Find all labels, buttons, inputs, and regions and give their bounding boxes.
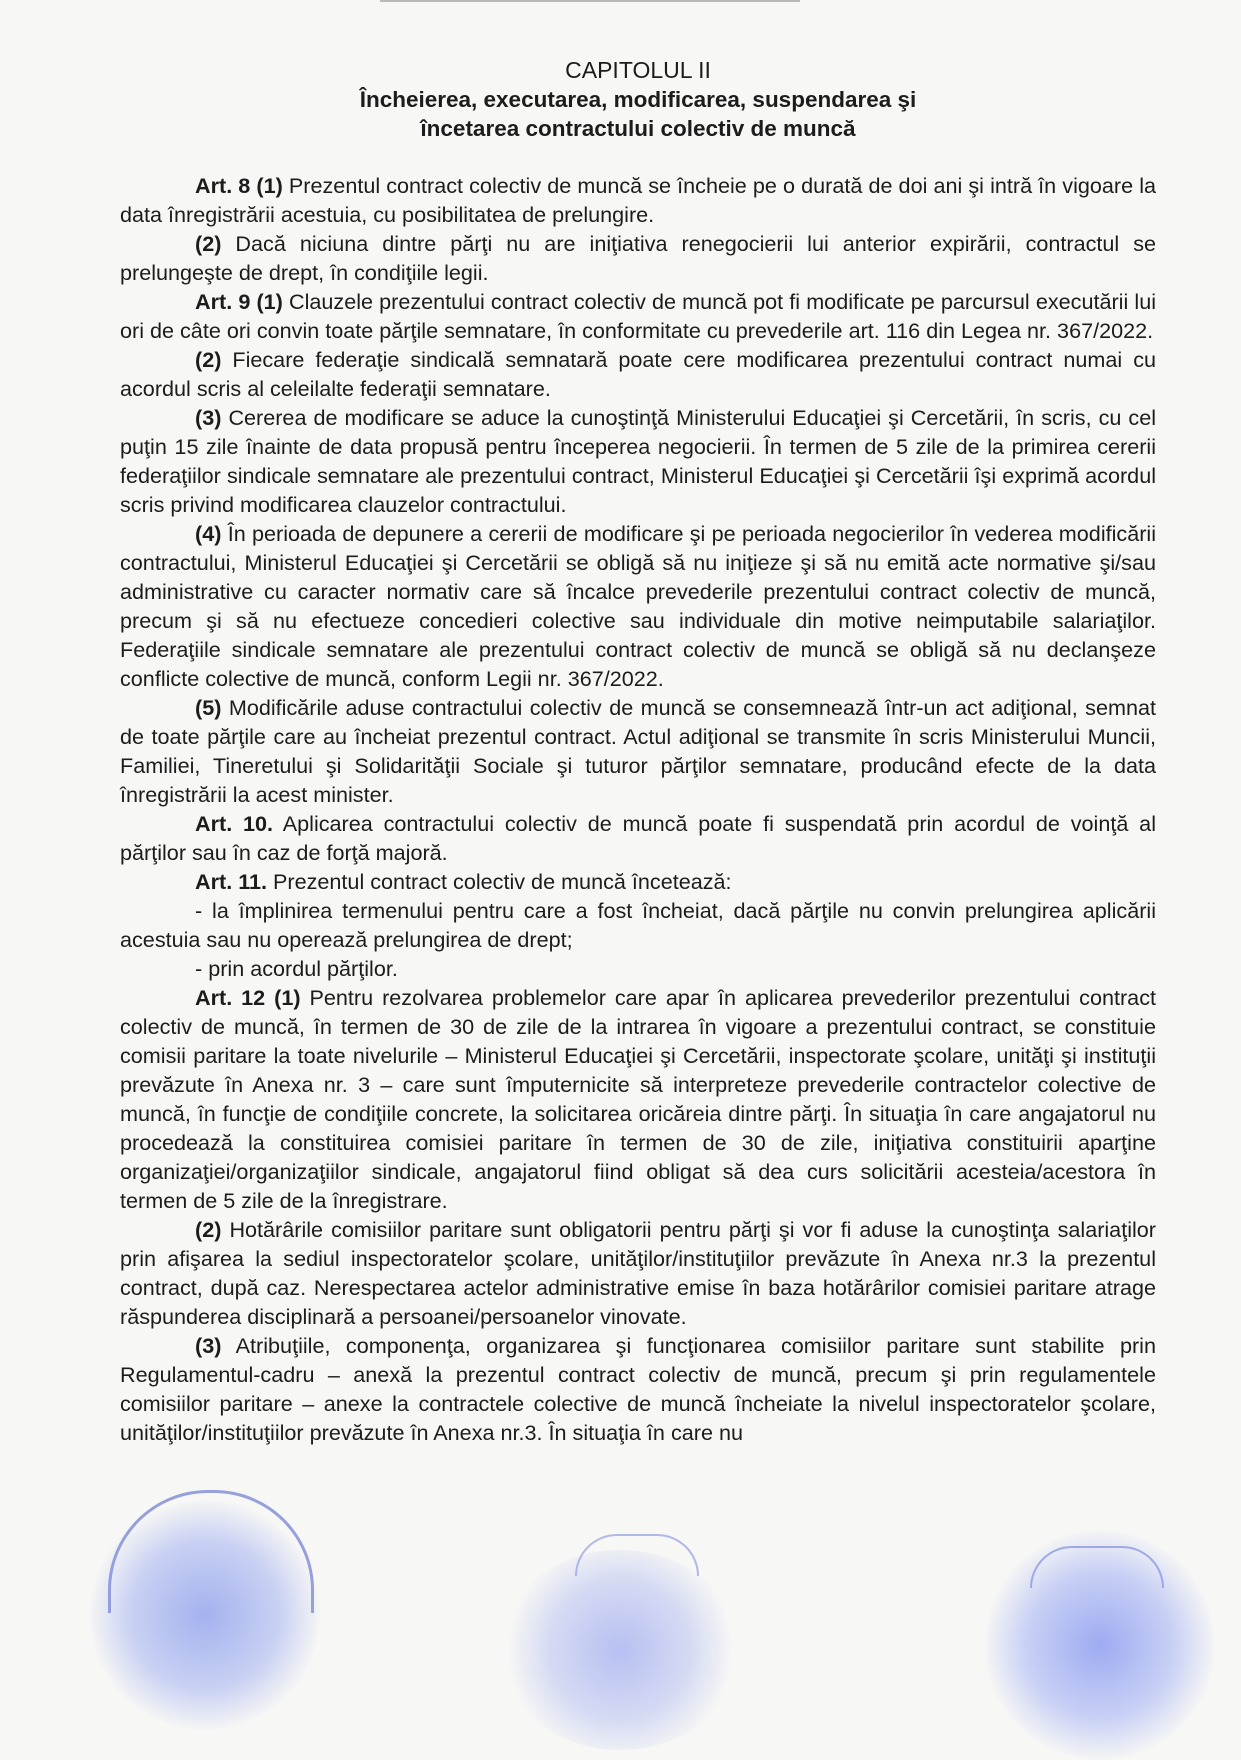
article-label: (3) <box>195 405 222 430</box>
paragraph-text: Cererea de modificare se aduce la cunoştinţă Ministerului Educaţiei şi Cercetării, în scris, cu cel puţin 15 zile înainte de data propusă pentru începerea negocierii. În termen de 5 zile de la primirea cererii federaţiilor sindicale semnatare ale prezentului contract, Ministerul Educaţiei şi Cercetării îşi exprimă acordul scris privind modificarea clauzelor contractului. <box>120 405 1157 517</box>
paragraph-text: Pentru rezolvarea problemelor care apar în aplicarea prevederilor prezentului contract colectiv de muncă, în termen de 30 de zile de la intrarea în vigoare a prezentului contract, se constituie comisii paritare la toate nivelurile – Ministerul Educaţiei şi Cercetării, inspectorate şcolare, unităţi şi instituţii prevăzute în Anexa nr. 3 – care sunt împuternicite să interpreteze prevederile contractelor colective de muncă, în funcţie de condiţiile concrete, la solicitarea oricăreia dintre părţi. În situaţia în care angajatorul nu procedează la constituirea comisiei paritare în termen de 30 de zile, iniţiativa constituirii aparţine organizaţiei/organizaţiilor sindicale, angajatorul fiind obligat să dea curs solicitării acesteia/acestora în termen de 5 zile de la înregistrare. <box>120 985 1156 1213</box>
paragraph-text: Dacă niciuna dintre părţi nu are iniţiativa renegocierii lui anterior expirării, contractul se prelungeşte de drept, în condiţiile legii. <box>120 231 1157 285</box>
top-rule <box>380 0 800 2</box>
article-label: Art. 10. <box>195 811 274 836</box>
article-label: (5) <box>195 695 222 720</box>
paragraph-text: Prezentul contract colectiv de muncă încetează: <box>273 869 732 894</box>
paragraph <box>120 229 1156 287</box>
paragraph-text: Aplicarea contractului colectiv de muncă poate fi suspendată prin acordul de voinţă al părţilor sau în caz de forţă majoră. <box>120 811 1156 865</box>
paragraph <box>120 171 1156 229</box>
article-label: Art. 12 (1) <box>195 985 301 1010</box>
paragraph <box>120 519 1156 693</box>
paragraph <box>120 287 1156 345</box>
article-label: (2) <box>195 1217 222 1242</box>
paragraph-text: Clauzele prezentului contract colectiv de muncă pot fi modificate pe parcursul executării lui ori de câte ori convin toate părţile semnatare, în conformitate cu prevederile art. 116 din Legea nr. 367/2022. <box>120 289 1156 343</box>
article-label: (4) <box>195 521 222 546</box>
paragraph <box>120 1331 1156 1447</box>
article-label: (2) <box>195 231 222 256</box>
article-label: (2) <box>195 347 222 372</box>
paragraph-text: Fiecare federaţie sindicală semnatară poate cere modificarea prezentului contract numai cu acordul scris al celeilalte federaţii semnatare. <box>120 347 1157 401</box>
paragraph <box>120 809 1156 867</box>
middle-stamp <box>500 1550 740 1750</box>
document-body <box>120 171 1156 1447</box>
paragraph-text: Atribuţiile, componenţa, organizarea şi funcţionarea comisiilor paritare sunt stabilite prin Regulamentul-cadru – anexă la prezentul contract colectiv de muncă, precum şi prin regulamentele comisiilor paritare – anexe la contractele colective de muncă încheiate la nivelul inspectoratelor şcolare, unităţilor/instituţiilor prevăzute în Anexa nr.3. În situaţia în care nu <box>120 1333 1156 1445</box>
paragraph <box>120 867 1156 896</box>
chapter-number: CAPITOLUL II <box>565 57 711 83</box>
paragraph-text: În perioada de depunere a cererii de modificare şi pe perioada negocierilor în vederea modificării contractului, Ministerul Educaţiei şi Cercetării se obligă să nu iniţieze şi să nu emită acte normative şi/sau administrative cu caracter normativ care să încalce prevederile prezentului contract colectiv de muncă, precum şi să nu efectueze concedieri colective sau individuale din motive neimputabile salariaţilor. Federaţiile sindicale semnatare ale prezentului contract colectiv de muncă se obligă să nu declanşeze conflicte colective de muncă, conform Legii nr. 367/2022. <box>120 521 1156 691</box>
paragraph <box>120 345 1156 403</box>
left-stamp <box>90 1500 320 1730</box>
article-label: Art. 8 (1) <box>195 173 283 198</box>
paragraph-text: - la împlinirea termenului pentru care a fost încheiat, dacă părţile nu convin prelungirea aplicării acestuia sau nu operează prelungirea de drept; <box>120 898 1156 952</box>
paragraph-text: - prin acordul părţilor. <box>195 956 398 981</box>
chapter-title-line-1: Încheierea, executarea, modificarea, suspendarea şi <box>359 87 917 112</box>
paragraph <box>120 954 1156 983</box>
paragraph-text: Modificările aduse contractului colectiv de muncă se consemnează într-un act adiţional, semnat de toate părţile care au încheiat prezentul contract. Actul adiţional se transmite în scris Ministerului Muncii, Familiei, Tineretului şi Solidarităţii Sociale şi tuturor părţilor semnatare, producând efecte de la data înregistrării la acest minister. <box>120 695 1156 807</box>
paragraph <box>120 983 1156 1215</box>
paragraph <box>120 693 1156 809</box>
stamps-area <box>0 1530 1241 1754</box>
right-stamp <box>985 1530 1215 1760</box>
paragraph-text: Prezentul contract colectiv de muncă se încheie pe o durată de doi ani şi intră în vigoare la data înregistrării acestuia, cu posibilitatea de prelungire. <box>120 173 1157 227</box>
paragraph <box>120 1215 1156 1331</box>
paragraph <box>120 403 1156 519</box>
document-page <box>120 56 1156 1447</box>
paragraph <box>120 896 1156 954</box>
paragraph-text: Hotărârile comisiilor paritare sunt obligatorii pentru părţi şi vor fi aduse la cunoştinţa salariaţilor prin afişarea la sediul inspectoratelor şcolare, unităţilor/instituţiilor prevăzute în Anexa nr.3 la prezentul contract, după caz. Nerespectarea actelor administrative emise în baza hotărârilor comisiei paritare atrage răspunderea disciplinară a persoanei/persoanelor vinovate. <box>120 1217 1156 1329</box>
article-label: Art. 11. <box>195 869 268 894</box>
article-label: Art. 9 (1) <box>195 289 283 314</box>
chapter-title-line-2: încetarea contractului colectiv de muncă <box>420 116 856 141</box>
chapter-header <box>120 56 1156 143</box>
article-label: (3) <box>195 1333 222 1358</box>
